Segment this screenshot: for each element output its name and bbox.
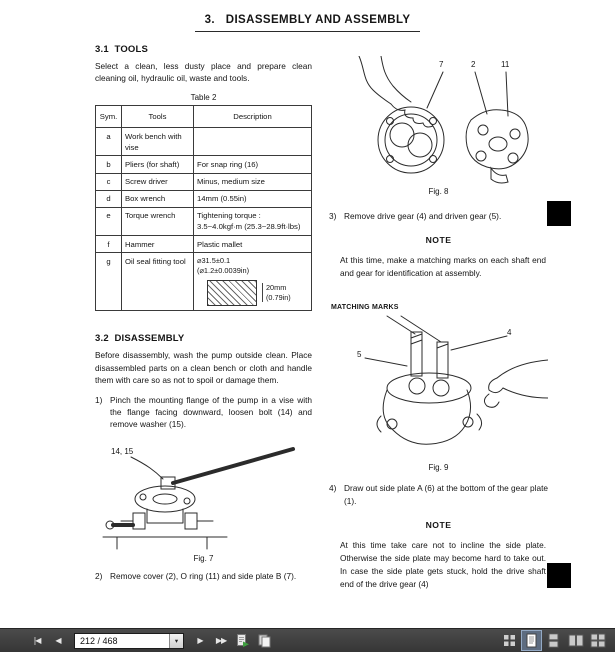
page-number-input[interactable] — [75, 634, 169, 648]
figure-8 — [329, 56, 548, 184]
table-row: f Hammer Plastic mallet — [96, 236, 312, 253]
continuous-facing-view-icon — [590, 633, 606, 648]
thumbnails-grid-icon — [502, 633, 517, 648]
table-caption: Table 2 — [190, 92, 217, 102]
step-2-text: Remove cover (2), O ring (11) and side plate B (7). — [110, 570, 297, 581]
note-label-1: NOTE — [425, 235, 452, 246]
figure-7 — [95, 439, 312, 551]
note-label-2: NOTE — [425, 520, 452, 531]
single-page-view-icon — [525, 633, 538, 648]
page-title — [0, 10, 615, 32]
figure-8-callout-7: 7 — [439, 60, 444, 69]
figure-9-caption: Fig. 9 — [428, 463, 449, 473]
redaction-block-bottom — [547, 563, 571, 588]
step-3-number: 3) — [329, 211, 337, 221]
next-page-icon: ▶ — [197, 635, 203, 645]
step-1-number: 1) — [95, 394, 103, 405]
single-page-view-button[interactable] — [522, 631, 541, 650]
step-1 — [95, 394, 312, 431]
oil-seal-dim-top: ⌀31.5±0.1 — [197, 255, 231, 265]
tools-table-header-row — [96, 105, 312, 127]
right-column — [329, 56, 548, 590]
step-4 — [329, 482, 548, 507]
step-4-text: Draw out side plate A (6) at the bottom of the gear plate (1). — [344, 483, 548, 506]
oil-seal-dim-side: 20mm (0.79in) — [262, 283, 296, 302]
note-1-text: At this time, make a matching marks on each shaft end and gear for identification at assembly. — [340, 255, 546, 279]
figure-8-caption: Fig. 8 — [428, 187, 449, 196]
facing-pages-view-button[interactable] — [566, 631, 585, 650]
figure-9-callout-4: 4 — [507, 328, 512, 338]
redaction-block-top — [547, 201, 571, 226]
section-heading-disassembly: 3.2 DISASSEMBLY — [95, 333, 185, 345]
step-3-text: Remove drive gear (4) and driven gear (5). — [344, 211, 502, 221]
figure-9-matching-marks-label: MATCHING MARKS — [331, 304, 399, 312]
pdf-toolbar — [0, 628, 615, 652]
print-button[interactable] — [255, 631, 274, 650]
last-page-button[interactable] — [212, 631, 230, 650]
figure-7-callout: 14, 15 — [111, 446, 134, 456]
figure-9-callout-5: 5 — [357, 350, 362, 360]
step-2 — [95, 570, 312, 582]
page-number-combobox — [74, 633, 184, 649]
first-page-button[interactable] — [28, 631, 46, 650]
disassembly-intro-paragraph: Before disassembly, wash the pump outside clean. Place disassembled parts on a clean bench or cloth and handle them with care so as not to spoil or damage them. — [95, 350, 312, 386]
figure-9-illustration — [329, 302, 548, 460]
export-icon — [235, 633, 250, 648]
facing-pages-view-icon — [568, 633, 584, 648]
figure-9 — [329, 302, 548, 460]
note-2-text: At this time take care not to incline the side plate. Otherwise the side plate may become hard to take out. In case the side plate gets stuck, hold the drive shaft end of the drive gear (4) — [340, 540, 546, 589]
table-row: c Screw driver Minus, medium size — [96, 173, 312, 190]
first-page-icon: |◀ — [33, 635, 41, 645]
oil-seal-tool-diagram — [207, 280, 308, 306]
oil-seal-dimension-cell — [194, 253, 312, 311]
continuous-view-button[interactable] — [544, 631, 563, 650]
last-page-icon: ▶▶ — [215, 635, 227, 645]
step-4-number: 4) — [329, 483, 337, 494]
section-heading-tools: 3.1 TOOLS — [95, 44, 149, 55]
figure-8-callout-2: 2 — [471, 60, 476, 69]
oil-seal-dim-mid: (⌀1.2±0.0039in) — [197, 265, 250, 275]
table-row: a Work bench with vise — [96, 128, 312, 156]
thumbnail-view-button[interactable] — [500, 631, 519, 650]
table-row: e Torque wrench Tightening torque : 3.5~4.0kgf·m (25.3~28.9ft·lbs) — [96, 207, 312, 235]
step-3 — [329, 210, 548, 222]
step-1-text: Pinch the mounting flange of the pump in a vise with the flange facing downward, loosen bolt (14) and remove washer (15). — [110, 394, 312, 430]
header-description: Description — [194, 105, 312, 127]
header-sym: Sym. — [96, 105, 122, 127]
continuous-facing-view-button[interactable] — [588, 631, 607, 650]
figure-8-illustration — [329, 56, 548, 184]
figure-7-caption: Fig. 7 — [193, 553, 214, 563]
table-row: d Box wrench 14mm (0.55in) — [96, 190, 312, 207]
prev-page-icon: ◀ — [55, 635, 61, 645]
page-dropdown-caret-icon[interactable]: ▾ — [169, 634, 183, 648]
figure-8-callout-11: 11 — [501, 60, 510, 69]
hatch-pattern-box — [207, 280, 257, 306]
table-row: g Oil seal fitting tool ⌀31.5±0.1 (⌀1.2±0.0039in) 20mm (0.79in) — [96, 253, 312, 311]
export-button[interactable] — [233, 631, 252, 650]
table-row: b Pliers (for shaft) For snap ring (16) — [96, 156, 312, 173]
page-title-text: 3. DISASSEMBLY AND ASSEMBLY — [195, 14, 421, 32]
prev-page-button[interactable] — [49, 631, 67, 650]
header-tools: Tools — [122, 105, 194, 127]
next-page-button[interactable] — [191, 631, 209, 650]
tools-table — [95, 105, 312, 311]
print-icon — [257, 633, 272, 648]
continuous-view-icon — [547, 633, 560, 648]
tools-intro-paragraph: Select a clean, less dusty place and prepare clean cleaning oil, hydraulic oil, waste and tools. — [95, 61, 312, 84]
step-2-number: 2) — [95, 570, 103, 581]
left-column — [95, 44, 312, 582]
